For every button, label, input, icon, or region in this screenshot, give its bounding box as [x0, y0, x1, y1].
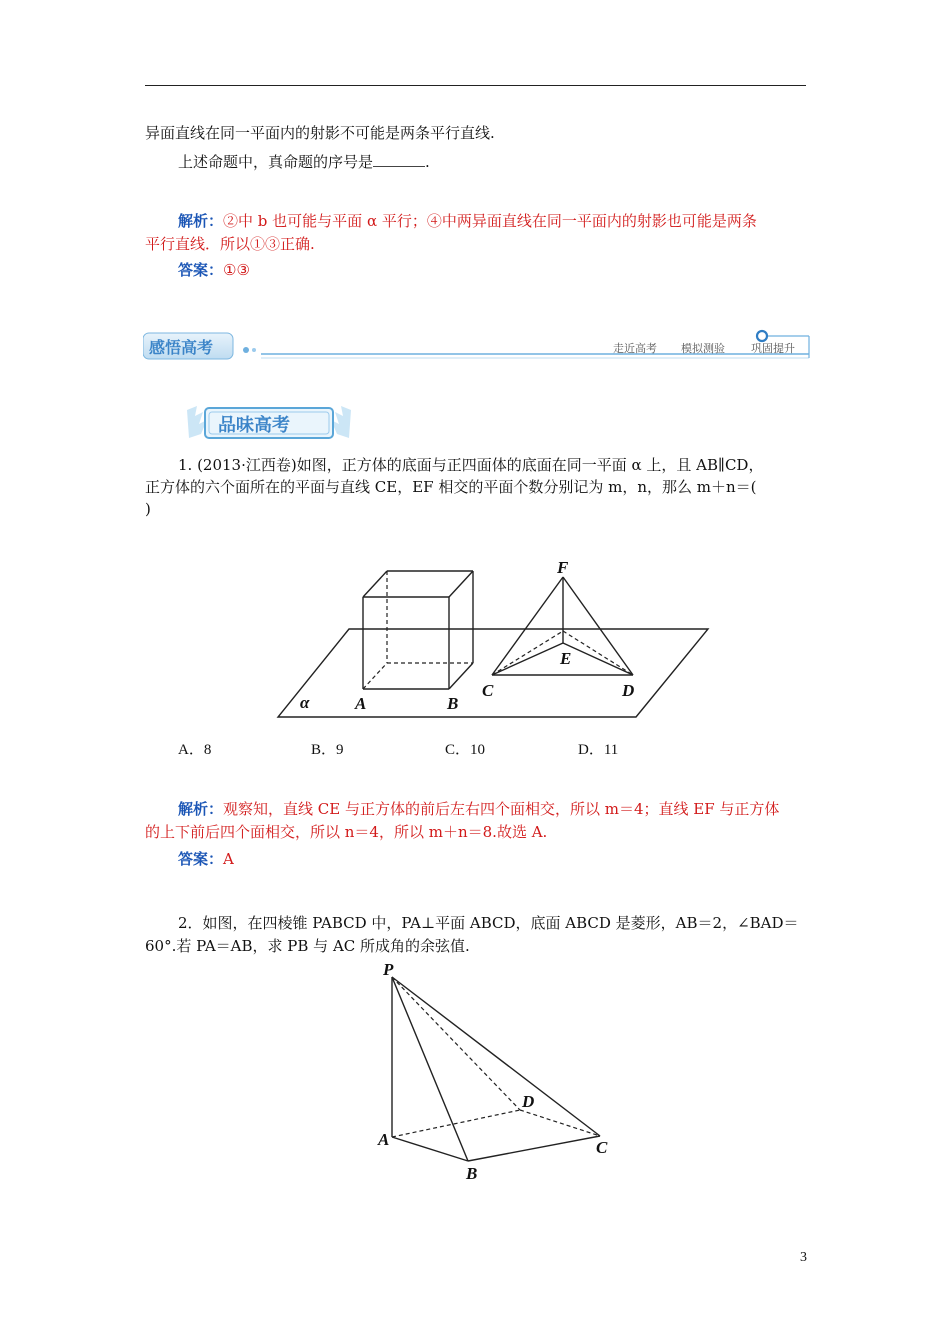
solution-label: 解析 — [178, 800, 209, 818]
answer-blank — [373, 152, 425, 167]
answer-value: A — [223, 850, 234, 868]
label-B: B — [466, 1164, 478, 1183]
solution-text: ②中 b 也可能与平面 α 平行；④中两异面直线在同一平面内的射影也可能是两条 — [223, 212, 757, 230]
banner-title: 感悟高考 — [149, 338, 214, 357]
solution-label: 解析 — [178, 212, 209, 230]
label-D: D — [522, 1092, 535, 1111]
intro-period: . — [425, 153, 430, 171]
solution-2-line-2: 的上下前后四个面相交，所以 n＝4，所以 m＋n＝8.故选 A. — [145, 823, 548, 841]
label-B: B — [447, 694, 459, 713]
label-E: E — [560, 649, 572, 668]
figure-pyramid — [370, 955, 620, 1185]
answer-2 — [178, 848, 234, 870]
solution-1-line-2: 平行直线．所以①③正确. — [145, 235, 315, 253]
intro-line-2 — [178, 151, 430, 173]
question-2-line-1: 2．如图，在四棱锥 PABCD 中，PA⊥平面 ABCD，底面 ABCD 是菱形，AB＝2，∠BAD＝ — [178, 914, 799, 932]
solution-text: 观察知，直线 CE 与正方体的前后左右四个面相交，所以 m＝4；直线 EF 与正方体 — [223, 800, 780, 818]
question-1-line-2: 正方体的六个面所在的平面与直线 CE，EF 相交的平面个数分别记为 m，n，那么 m＋n＝( — [145, 478, 757, 496]
label-F: F — [557, 558, 569, 577]
page-number: 3 — [800, 1250, 807, 1265]
banner-link-1[interactable]: 走近高考 — [613, 342, 657, 355]
subsection-badge — [183, 402, 355, 444]
label-A: A — [378, 1130, 390, 1149]
question-2-line-2: 60°.若 PA＝AB，求 PB 与 AC 所成角的余弦值. — [145, 937, 470, 955]
intro-line-1: 异面直线在同一平面内的射影不可能是两条平行直线. — [145, 124, 495, 142]
option-d[interactable]: D．11 — [578, 742, 619, 758]
solution-2-line-1 — [178, 798, 779, 820]
solution-colon: ： — [208, 212, 224, 230]
option-b[interactable]: B．9 — [311, 742, 344, 758]
question-1-line-3: ) — [145, 500, 151, 518]
question-1-line-1: 1. (2013·江西卷)如图，正方体的底面与正四面体的底面在同一平面 α 上，且 AB∥CD， — [178, 456, 764, 474]
banner-link-2[interactable]: 模拟测验 — [681, 342, 725, 355]
solution-1-line-1 — [178, 210, 757, 232]
header-rule — [145, 85, 806, 86]
label-C: C — [596, 1138, 608, 1157]
option-a[interactable]: A．8 — [178, 742, 212, 758]
answer-value: ①③ — [223, 261, 250, 279]
label-A: A — [355, 694, 367, 713]
banner-link-3[interactable]: 巩固提升 — [751, 342, 795, 355]
label-P: P — [383, 960, 394, 979]
label-alpha: α — [300, 693, 310, 712]
solution-colon: ： — [208, 800, 224, 818]
section-banner — [143, 327, 811, 361]
option-c[interactable]: C．10 — [445, 742, 486, 758]
answer-label: 答案 — [178, 850, 209, 868]
figure-cube-tetrahedron — [270, 555, 720, 725]
label-C: C — [482, 681, 494, 700]
answer-1 — [178, 259, 250, 281]
answer-colon: ： — [208, 850, 224, 868]
answer-label: 答案 — [178, 261, 209, 279]
label-D: D — [622, 681, 635, 700]
badge-title: 品味高考 — [218, 415, 290, 436]
answer-colon: ： — [208, 261, 224, 279]
intro-question: 上述命题中，真命题的序号是 — [178, 153, 374, 171]
